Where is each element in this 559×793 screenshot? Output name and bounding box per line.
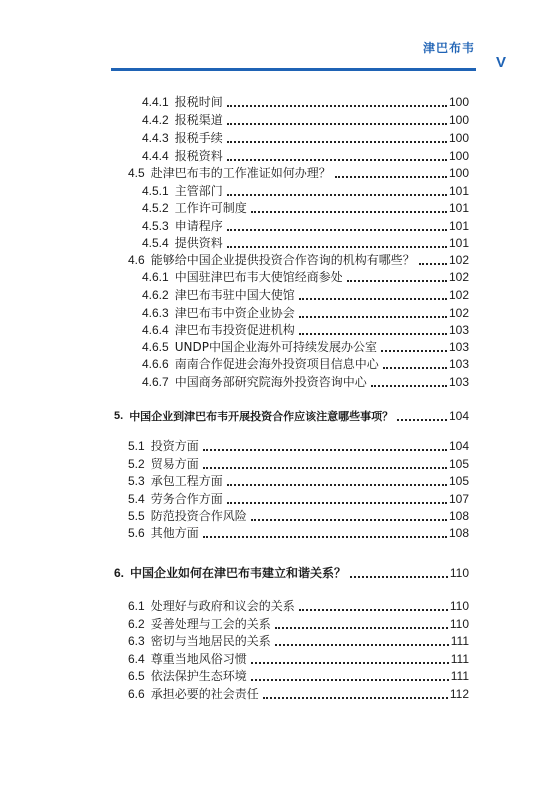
toc-entry-title: 赴津巴布韦的工作准证如何办理？ xyxy=(150,166,331,180)
toc-entry-number: 5.4 xyxy=(128,492,145,506)
toc-entry[interactable] xyxy=(142,356,469,373)
toc-entry-title: 南南合作促进会海外投资项目信息中心 xyxy=(174,357,379,371)
toc-dot-leader xyxy=(381,346,447,352)
toc-dot-leader xyxy=(227,137,447,143)
toc-entry-number: 5. xyxy=(114,410,124,422)
toc-entry-title: 能够给中国企业提供投资合作咨询的机构有哪些？ xyxy=(150,253,415,267)
toc-dot-leader xyxy=(251,675,449,681)
toc-entry-number: 5.1 xyxy=(128,439,145,453)
toc-entry-number: 5.3 xyxy=(128,474,145,488)
toc-entry-number: 5.6 xyxy=(128,526,145,540)
toc-entry-page: 103 xyxy=(448,375,469,389)
toc-dot-leader xyxy=(227,242,447,248)
toc-entry[interactable] xyxy=(142,287,469,304)
toc-entry-title: 其他方面 xyxy=(150,526,199,540)
toc-entry-page: 103 xyxy=(448,323,469,337)
toc-entry-page: 101 xyxy=(448,184,469,198)
toc-entry-title: 投资方面 xyxy=(150,439,199,453)
toc-dot-leader xyxy=(251,658,449,664)
toc-entry-page: 111 xyxy=(450,669,469,683)
toc-entry-title: 密切与当地居民的关系 xyxy=(150,634,271,648)
toc-entry-page: 105 xyxy=(448,457,469,471)
toc-entry-number: 4.6.1 xyxy=(142,270,169,284)
toc-entry-page: 101 xyxy=(448,236,469,250)
toc-entry-number: 4.4.2 xyxy=(142,113,169,127)
toc-entry-title: 中国企业如何在津巴布韦建立和谐关系？ xyxy=(130,566,347,580)
toc-entry[interactable] xyxy=(128,438,469,455)
toc-entry[interactable] xyxy=(128,525,469,542)
toc-entry-page: 102 xyxy=(448,253,469,267)
toc-dot-leader xyxy=(227,480,447,486)
toc-dot-leader xyxy=(299,605,448,611)
toc-entry-title: 承担必要的社会责任 xyxy=(150,687,259,701)
toc-entry[interactable] xyxy=(128,456,469,473)
toc-entry-title: UNDP中国企业海外可持续发展办公室 xyxy=(174,340,377,354)
toc-dot-leader xyxy=(397,415,447,421)
toc-entry-number: 4.6 xyxy=(128,253,145,267)
toc-entry[interactable] xyxy=(128,473,469,490)
toc-entry[interactable] xyxy=(142,235,469,252)
toc-dot-leader xyxy=(335,172,447,178)
toc-entry[interactable] xyxy=(142,130,469,147)
toc-entry-title: 报税资料 xyxy=(174,149,223,163)
toc-entry-page: 105 xyxy=(448,474,469,488)
toc-entry-page: 103 xyxy=(448,357,469,371)
toc-dot-leader xyxy=(203,445,447,451)
toc-entry-number: 6.1 xyxy=(128,599,145,613)
toc-entry[interactable] xyxy=(142,322,469,339)
toc-entry-page: 110 xyxy=(449,617,469,631)
toc-entry-title: 劳务合作方面 xyxy=(150,492,223,506)
toc-dot-leader xyxy=(299,312,447,318)
toc-entry[interactable] xyxy=(128,633,469,650)
toc-entry-title: 依法保护生态环境 xyxy=(150,669,247,683)
toc-entry-title: 申请程序 xyxy=(174,219,223,233)
toc-entry-number: 6.4 xyxy=(128,652,145,666)
toc-entry[interactable] xyxy=(128,686,469,703)
toc-dot-leader xyxy=(251,515,447,521)
toc-entry-title: 津巴布韦投资促进机构 xyxy=(174,323,295,337)
toc-entry-title: 津巴布韦驻中国大使馆 xyxy=(174,288,295,302)
toc-entry-page: 111 xyxy=(450,634,469,648)
toc-entry[interactable] xyxy=(128,598,469,615)
toc-entry-page: 100 xyxy=(448,95,469,109)
toc-entry-page: 112 xyxy=(449,687,469,701)
toc-entry-number: 5.2 xyxy=(128,457,145,471)
toc-entry-number: 6.5 xyxy=(128,669,145,683)
toc-entry-title: 承包工程方面 xyxy=(150,474,223,488)
toc-dot-leader xyxy=(275,640,449,646)
toc-entry-number: 4.4.4 xyxy=(142,149,169,163)
toc-dot-leader xyxy=(275,623,448,629)
toc-entry-page: 108 xyxy=(448,526,469,540)
toc-entry-page: 100 xyxy=(448,166,469,180)
toc-entry-page: 100 xyxy=(448,131,469,145)
toc-dot-leader xyxy=(203,463,447,469)
toc-dot-leader xyxy=(227,498,447,504)
toc-entry[interactable] xyxy=(142,94,469,111)
toc-entry-number: 4.6.3 xyxy=(142,306,169,320)
toc-entry-number: 4.5.3 xyxy=(142,219,169,233)
toc-entry-page: 100 xyxy=(448,149,469,163)
toc-entry-page: 108 xyxy=(448,509,469,523)
toc-entry-number: 4.6.2 xyxy=(142,288,169,302)
page-number: V xyxy=(495,54,506,71)
toc-entry-page: 110 xyxy=(449,566,469,580)
toc-entry-title: 尊重当地风俗习惯 xyxy=(150,652,247,666)
toc-entry[interactable] xyxy=(142,374,469,391)
toc-entry-number: 4.6.5 xyxy=(142,340,169,354)
toc-dot-leader xyxy=(227,119,447,125)
toc-dot-leader xyxy=(350,572,448,578)
toc-entry-title: 报税时间 xyxy=(174,95,223,109)
toc-entry-number: 5.5 xyxy=(128,509,145,523)
toc-entry[interactable] xyxy=(142,305,469,322)
toc-entry-page: 102 xyxy=(448,270,469,284)
toc-entry[interactable] xyxy=(128,668,469,685)
toc-entry[interactable] xyxy=(128,165,469,182)
toc-dot-leader xyxy=(383,363,447,369)
toc-entry[interactable] xyxy=(128,651,469,668)
toc-entry-number: 4.5.1 xyxy=(142,184,169,198)
toc-entry-number: 4.5.4 xyxy=(142,236,169,250)
toc-dot-leader xyxy=(251,207,447,213)
toc-dot-leader xyxy=(227,225,447,231)
toc-entry-number: 4.6.7 xyxy=(142,375,169,389)
toc-entry[interactable] xyxy=(142,112,469,129)
toc-dot-leader xyxy=(203,532,447,538)
toc-dot-leader xyxy=(227,190,447,196)
toc-dot-leader xyxy=(419,259,447,265)
toc-entry-page: 101 xyxy=(448,219,469,233)
toc-entry-page: 101 xyxy=(448,201,469,215)
toc-entry-page: 102 xyxy=(448,288,469,302)
toc-entry-number: 4.5 xyxy=(128,166,145,180)
toc-entry-title: 主管部门 xyxy=(174,184,223,198)
toc-entry-page: 102 xyxy=(448,306,469,320)
toc-entry-title: 贸易方面 xyxy=(150,457,199,471)
toc-entry-title: 中国商务部研究院海外投资咨询中心 xyxy=(174,375,367,389)
toc-dot-leader xyxy=(263,693,448,699)
toc-entry-number: 4.6.6 xyxy=(142,357,169,371)
toc-entry[interactable] xyxy=(142,339,469,356)
toc-entry[interactable] xyxy=(114,565,469,582)
toc-entry-title: 报税渠道 xyxy=(174,113,223,127)
toc-entry[interactable] xyxy=(142,183,469,200)
toc-dot-leader xyxy=(227,155,447,161)
toc-entry[interactable] xyxy=(128,616,469,633)
toc-dot-leader xyxy=(347,276,447,282)
toc-entry[interactable] xyxy=(142,148,469,165)
toc-entry-number: 6.3 xyxy=(128,634,145,648)
header-title: 津巴布韦 xyxy=(422,41,475,55)
toc-entry-number: 4.6.4 xyxy=(142,323,169,337)
toc-entry-page: 103 xyxy=(448,340,469,354)
toc-entry[interactable] xyxy=(128,491,469,508)
toc-entry-page: 111 xyxy=(450,652,469,666)
toc-entry-page: 100 xyxy=(448,113,469,127)
toc-entry[interactable] xyxy=(142,218,469,235)
toc-entry[interactable] xyxy=(128,508,469,525)
toc-dot-leader xyxy=(299,329,447,335)
toc-entry-page: 104 xyxy=(448,439,469,453)
toc-entry[interactable] xyxy=(142,269,469,286)
toc-entry-number: 6.6 xyxy=(128,687,145,701)
toc-entry-title: 报税手续 xyxy=(174,131,223,145)
toc-entry-title: 工作许可制度 xyxy=(174,201,247,215)
toc-entry-number: 4.4.1 xyxy=(142,95,169,109)
toc-entry-title: 妥善处理与工会的关系 xyxy=(150,617,271,631)
toc-entry-title: 中国企业到津巴布韦开展投资合作应该注意哪些事项？ xyxy=(129,410,394,423)
toc-entry-page: 107 xyxy=(448,492,469,506)
toc-dot-leader xyxy=(371,381,447,387)
toc-entry-number: 4.4.3 xyxy=(142,131,169,145)
toc-entry-title: 处理好与政府和议会的关系 xyxy=(150,599,295,613)
toc-entry[interactable] xyxy=(142,200,469,217)
toc-entry-number: 4.5.2 xyxy=(142,201,169,215)
toc-entry-title: 提供资料 xyxy=(174,236,223,250)
toc-entry[interactable] xyxy=(114,408,469,425)
toc-entry-page: 104 xyxy=(448,409,469,423)
header-rule xyxy=(111,68,476,71)
toc-entry-number: 6.2 xyxy=(128,617,145,631)
toc-entry-number: 6. xyxy=(114,566,125,580)
toc-entry-title: 中国驻津巴布韦大使馆经商参处 xyxy=(174,270,343,284)
toc-entry-page: 110 xyxy=(449,599,469,613)
toc-entry[interactable] xyxy=(128,252,469,269)
toc-entry-title: 津巴布韦中资企业协会 xyxy=(174,306,295,320)
toc-dot-leader xyxy=(299,294,447,300)
toc-dot-leader xyxy=(227,101,447,107)
toc-entry-title: 防范投资合作风险 xyxy=(150,509,247,523)
